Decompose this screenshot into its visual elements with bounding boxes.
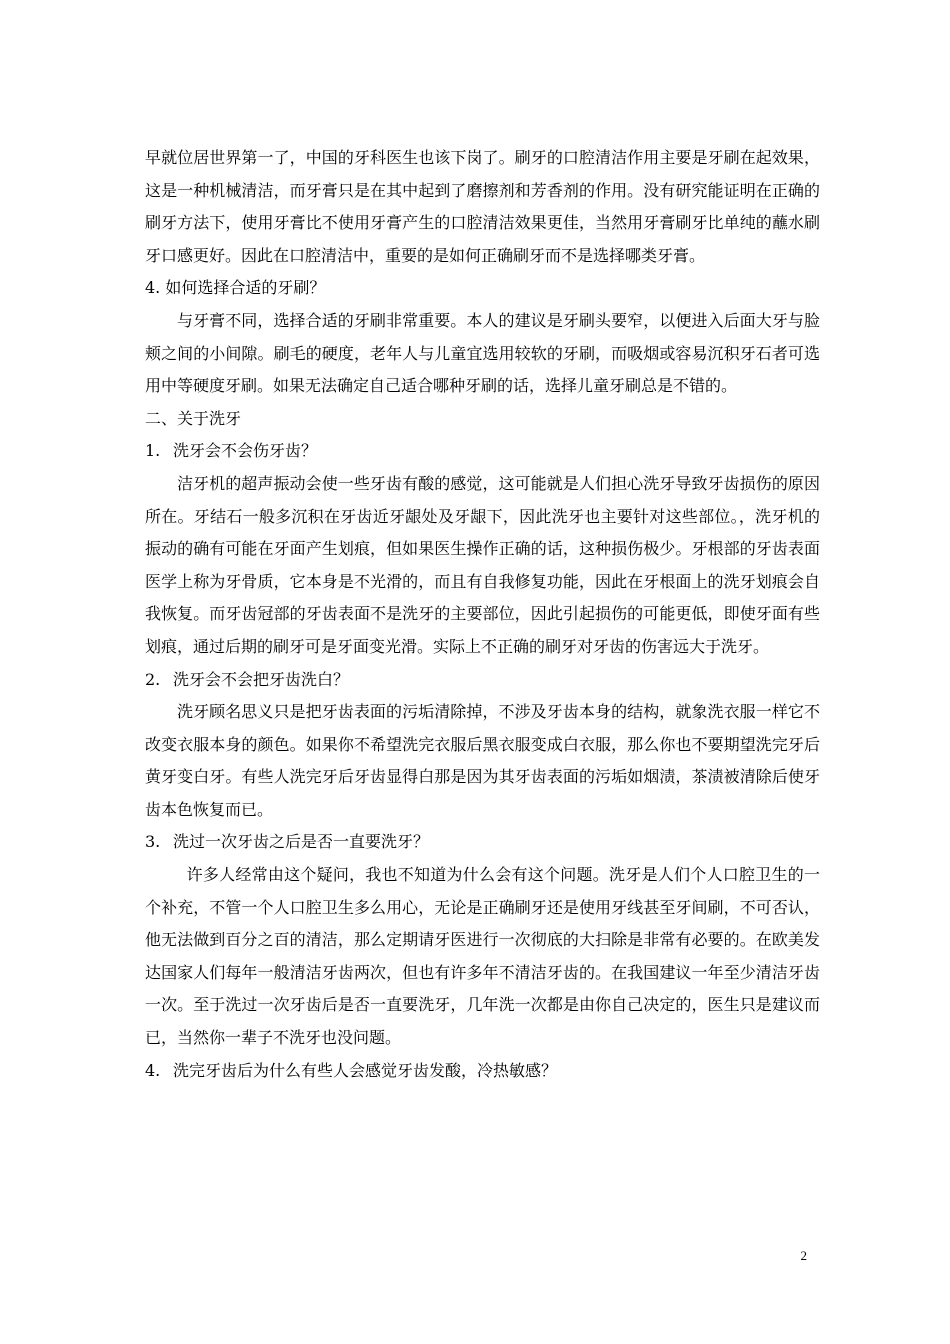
question-text: 洗牙会不会把牙齿洗白？ bbox=[173, 669, 350, 689]
heading-choose-toothbrush: 4. 如何选择合适的牙刷？ bbox=[145, 278, 326, 298]
paragraph-cleaning-damage: 洁牙机的超声振动会使一些牙齿有酸的感觉，这可能就是人们担心洗牙导致牙齿损伤的原因所在。牙结石一般多沉积在牙齿近牙龈处及牙龈下，因此洗牙也主要针对这些部位。，洗牙机的振动的确有可能在牙面产生划痕，但如果医生操作正确的话，这种损伤极少。牙根部的牙齿表面医学上称为牙骨质，它本身是不光滑的，而且有自我修复功能，因此在牙根面上的洗牙划痕会自我恢复。而牙齿冠部的牙齿表面不是洗牙的主要部位，因此引起损伤的可能更低，即使牙面有些划痕，通过后期的刷牙可是牙面变光滑。实际上不正确的刷牙对牙齿的伤害远大于洗牙。 bbox=[145, 473, 820, 656]
question-number: 3. bbox=[145, 832, 161, 852]
question-number: 4. bbox=[145, 1060, 161, 1080]
question-text: 洗过一次牙齿之后是否一直要洗牙？ bbox=[173, 832, 430, 852]
paragraph-cleaning-frequency: 许多人经常由这个疑问，我也不知道为什么会有这个问题。洗牙是人们个人口腔卫生的一个补充，不管一个人口腔卫生多么用心，无论是正确刷牙还是使用牙线甚至牙间刷，不可否认，他无法做到百分之百的清洁，那么定期请牙医进行一次彻底的大扫除是非常有必要的。在欧美发达国家人们每年一般清洁牙齿两次，但也有许多年不清洁牙齿的。在我国建议一年至少清洁牙齿一次。至于洗过一次牙齿后是否一直要洗牙，几年洗一次都是由你自己决定的，医生只是建议而已，当然你一辈子不洗牙也没问题。 bbox=[145, 865, 820, 1048]
question-number: 1. bbox=[145, 441, 161, 461]
question-heading-4 bbox=[145, 1055, 820, 1088]
question-number: 2. bbox=[145, 669, 161, 689]
paragraph-toothpaste-conclusion: 早就位居世界第一了，中国的牙科医生也该下岗了。刷牙的口腔清洁作用主要是牙刷在起效果，这是一种机械清洁，而牙膏只是在其中起到了磨擦剂和芳香剂的作用。没有研究能证明在正确的刷牙方法下，使用牙膏比不使用牙膏产生的口腔清洁效果更佳，当然用牙膏刷牙比单纯的蘸水刷牙口感更好。因此在口腔清洁中，重要的是如何正确刷牙而不是选择哪类牙膏。 bbox=[145, 148, 820, 265]
question-heading-1 bbox=[145, 435, 820, 468]
question-text: 洗牙会不会伤牙齿？ bbox=[173, 441, 318, 461]
question-text: 洗完牙齿后为什么有些人会感觉牙齿发酸，冷热敏感？ bbox=[173, 1060, 558, 1080]
document-body bbox=[145, 142, 820, 1087]
paragraph-cleaning-whitening: 洗牙顾名思义只是把牙齿表面的污垢清除掉，不涉及牙齿本身的结构，就象洗衣服一样它不改变衣服本身的颜色。如果你不希望洗完衣服后黑衣服变成白衣服，那么你也不要期望洗完牙后黄牙变白牙。有些人洗完牙后牙齿显得白那是因为其牙齿表面的污垢如烟渍，茶渍被清除后使牙齿本色恢复而已。 bbox=[145, 702, 820, 819]
paragraph-toothbrush-advice: 与牙膏不同，选择合适的牙刷非常重要。本人的建议是牙刷头要窄，以便进入后面大牙与脸颊之间的小间隙。刷毛的硬度，老年人与儿童宜选用较软的牙刷，而吸烟或容易沉积牙石者可选用中等硬度牙刷。如果无法确定自己适合哪种牙刷的话，选择儿童牙刷总是不错的。 bbox=[145, 310, 820, 396]
question-heading-2 bbox=[145, 664, 820, 697]
page-number: 2 bbox=[800, 1248, 807, 1263]
section-heading-teeth-cleaning: 二、关于洗牙 bbox=[145, 408, 242, 428]
question-heading-3 bbox=[145, 826, 820, 859]
